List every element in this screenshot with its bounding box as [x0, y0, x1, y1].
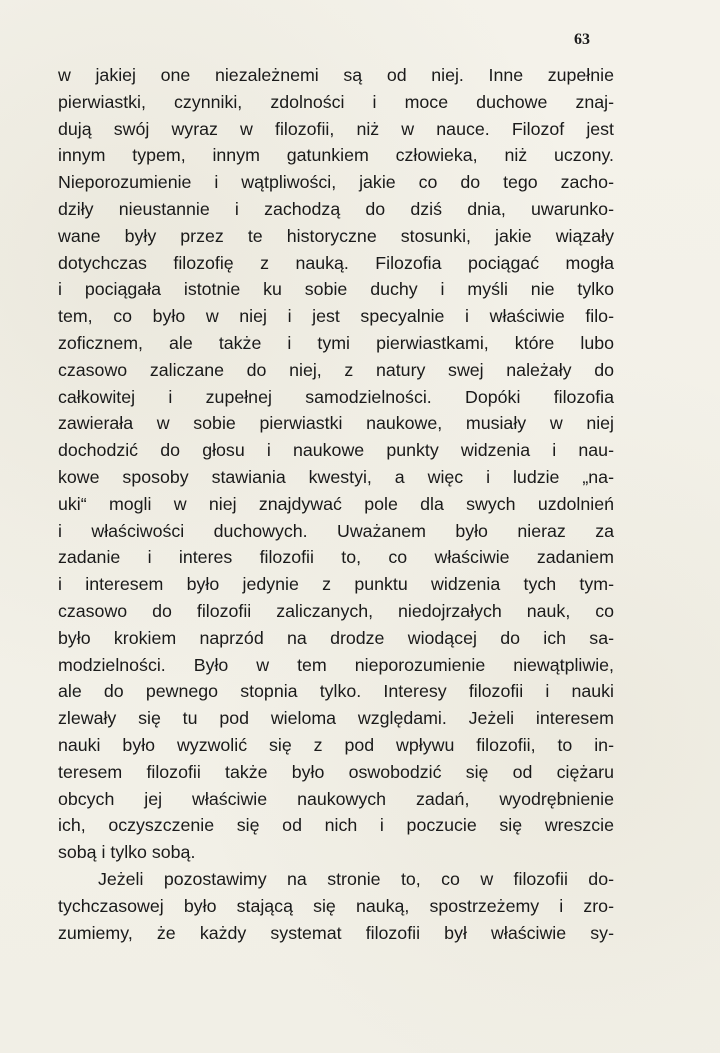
text-line: pierwiastki, czynniki, zdolności i moce duchowe znaj-	[58, 91, 614, 112]
text-line: i pociągała istotnie ku sobie duchy i myśli nie tylko	[58, 279, 614, 300]
text-line: tem, co było w niej i jest specyalnie i właściwie filo-	[58, 306, 614, 327]
body-text	[58, 62, 614, 946]
text-line: i właściwości duchowych. Uważanem było nieraz za	[58, 520, 614, 541]
text-line: Nieporozumienie i wątpliwości, jakie co do tego zacho-	[58, 172, 614, 193]
text-line: ich, oczyszczenie się od nich i poczucie się wreszcie	[58, 815, 614, 836]
paragraph-end-line: sobą i tylko sobą.	[58, 842, 196, 863]
text-line: kowe sposoby stawiania kwestyi, a więc i ludzie „na-	[58, 466, 614, 487]
text-line: dochodzić do głosu i naukowe punkty widzenia i nau-	[58, 440, 614, 461]
text-line: ale do pewnego stopnia tylko. Interesy filozofii i nauki	[58, 681, 614, 702]
page-number: 63	[574, 31, 590, 48]
text-line: zawierała w sobie pierwiastki naukowe, musiały w niej	[58, 413, 614, 434]
text-line: teresem filozofii także było oswobodzić się od ciężaru	[58, 761, 614, 782]
text-line: dziły nieustannie i zachodzą do dziś dnia, uwarunko-	[58, 198, 614, 219]
text-line: zoficznem, ale także i tymi pierwiastkami, które lubo	[58, 332, 614, 353]
text-line: innym typem, innym gatunkiem człowieka, niż uczony.	[58, 145, 614, 166]
text-line: wane były przez te historyczne stosunki, jakie wiązały	[58, 225, 614, 246]
text-line: czasowo do filozofii zaliczanych, niedojrzałych nauk, co	[58, 600, 614, 621]
text-line: całkowitej i zupełnej samodzielności. Dopóki filozofia	[58, 386, 614, 407]
text-line: w jakiej one niezależnemi są od niej. Inne zupełnie	[58, 65, 614, 85]
text-line: tychczasowej było stającą się nauką, spostrzeżemy i zro-	[58, 895, 614, 916]
text-line: zumiemy, że każdy systemat filozofii był właściwie sy-	[58, 922, 614, 943]
text-line: uki“ mogli w niej znajdywać pole dla swych uzdolnień	[58, 493, 614, 514]
text-line: zlewały się tu pod wieloma względami. Jeżeli interesem	[58, 708, 614, 729]
text-line: dują swój wyraz w filozofii, niż w nauce. Filozof jest	[58, 118, 614, 139]
text-line: było krokiem naprzód na drodze wiodącej do ich sa-	[58, 627, 614, 648]
text-line: nauki było wyzwolić się z pod wpływu filozofii, to in-	[58, 734, 614, 755]
text-line: zadanie i interes filozofii to, co właściwie zadaniem	[58, 547, 614, 568]
text-line: czasowo zaliczane do niej, z natury swej należały do	[58, 359, 614, 380]
text-line: i interesem było jedynie z punktu widzenia tych tym-	[58, 574, 614, 595]
paragraph-start-line: Jeżeli pozostawimy na stronie to, co w filozofii do-	[98, 868, 614, 889]
text-line: dotychczas filozofię z nauką. Filozofia pociągać mogła	[58, 252, 614, 273]
text-line: modzielności. Było w tem nieporozumienie niewątpliwie,	[58, 654, 614, 675]
text-line: obcych jej właściwie naukowych zadań, wyodrębnienie	[58, 788, 614, 809]
